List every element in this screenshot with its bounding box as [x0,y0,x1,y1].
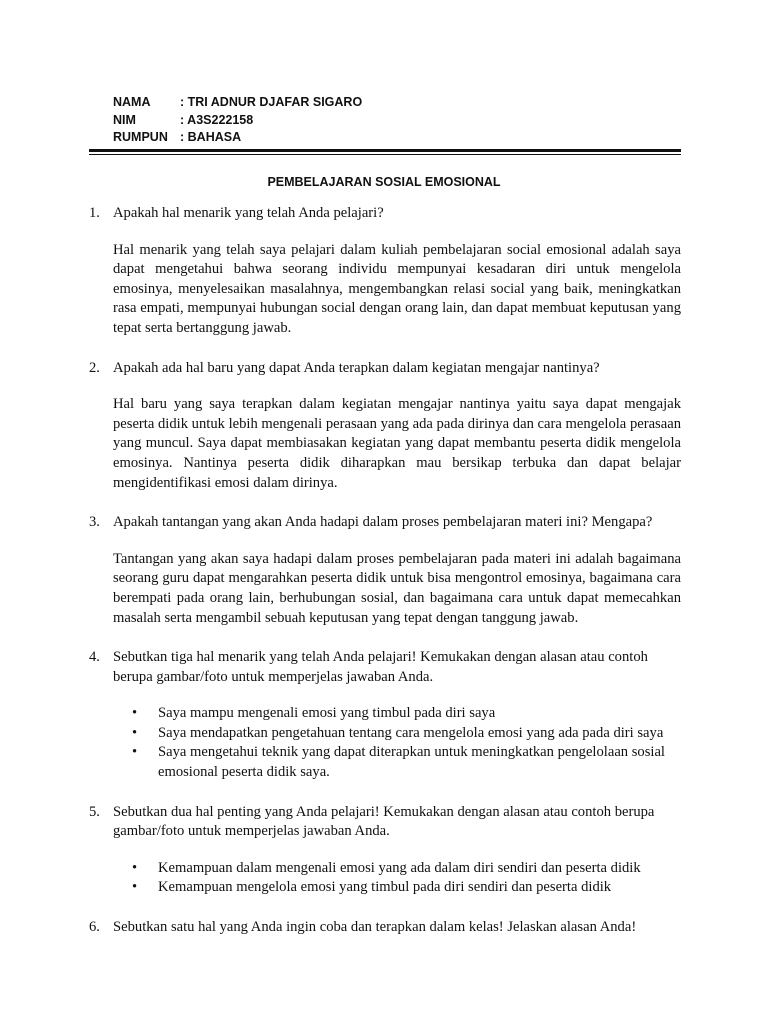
bullet-icon: • [132,879,138,896]
list-item-text: Saya mendapatkan pengetahuan tentang cara mengelola emosi yang ada pada diri saya [158,724,664,741]
question-5 [89,803,681,842]
document-body [89,204,681,955]
question-number: 1. [89,205,100,221]
question-number: 6. [89,919,100,936]
list-item [132,878,681,898]
question-text: Apakah ada hal baru yang dapat Anda terapkan dalam kegiatan mengajar nantinya? [113,359,600,376]
list-item-text: Saya mengetahui teknik yang dapat diterapkan untuk meningkatkan pengelolaan sosial emosional peserta didik saya. [158,744,665,781]
bullet-icon: • [132,744,138,761]
rumpun-value: : BAHASA [180,130,242,144]
nama-value: : TRI ADNUR DJAFAR SIGARO [180,95,363,109]
header-divider-thin [89,154,681,155]
list-item [132,704,681,724]
bullet-icon: • [132,705,138,722]
question-text: Sebutkan satu hal yang Anda ingin coba dan terapkan dalam kelas! Jelaskan alasan Anda! [113,919,637,936]
nim-label: NIM [113,112,136,127]
question-1 [89,204,681,224]
question-number: 2. [89,359,100,376]
question-4 [89,648,681,687]
header-divider-thick [89,149,681,152]
question-text: Sebutkan dua hal penting yang Anda pelajari! Kemukakan dengan alasan atau contoh berupa gambar/foto untuk memperjelas jawaban Anda. [113,803,655,840]
question-number: 4. [89,649,100,666]
answer-5-list [89,859,681,898]
answer-4-list [89,704,681,782]
list-item [132,859,681,879]
question-number: 3. [89,514,100,531]
nama-row [113,94,362,112]
list-item-text: Kemampuan dalam mengenali emosi yang ada dalam diri sendiri dan peserta didik [158,859,641,876]
question-text: Sebutkan tiga hal menarik yang telah Anda pelajari! Kemukakan dengan alasan atau contoh berupa gambar/foto untuk memperjelas jawaban Anda. [113,649,648,685]
question-6 [89,918,681,938]
answer-2: Hal baru yang saya terapkan dalam kegiatan mengajar nantinya yaitu saya dapat mengajak peserta didik untuk lebih mengenali perasaan yang ada pada dirinya dan cara mengelola perasaan yang muncul. Saya dapat membiasakan kegiatan yang dapat membantu peserta didik mengelola emosinya. Nantinya peserta didik diharapkan mau bersikap terbuka dan dapat belajar mengidentifikasi emosi dalam dirinya. [113,396,681,491]
list-item [132,724,681,744]
question-2 [89,359,681,379]
student-info-header [113,94,362,147]
question-text: Apakah tantangan yang akan Anda hadapi dalam proses pembelajaran materi ini? Mengapa? [113,514,653,531]
answer-3: Tantangan yang akan saya hadapi dalam proses pembelajaran pada materi ini adalah bagaimana seorang guru dapat mengarahkan peserta didik untuk bisa mengontrol emosinya, bagaimana cara berempati pada orang lain, berhubungan sosial, dan bagaimana cara untuk dapat memecahkan masalah serta mengambil sebuah keputusan yang tepat dengan tanggung jawab. [113,550,681,626]
list-item-text: Kemampuan mengelola emosi yang timbul pada diri sendiri dan peserta didik [158,879,612,896]
question-3 [89,513,681,533]
nama-label: NAMA [113,95,151,109]
list-item [132,743,681,782]
list-item-text: Saya mampu mengenali emosi yang timbul pada diri saya [158,705,496,722]
question-text: Apakah hal menarik yang telah Anda pelajari? [113,205,384,221]
question-number: 5. [89,803,100,820]
bullet-icon: • [132,859,138,876]
rumpun-row [113,129,362,147]
nim-value: : A3S222158 [180,112,254,127]
answer-1: Hal menarik yang telah saya pelajari dalam kuliah pembelajaran social emosional adalah saya dapat mengetahui bahwa seorang individu mempunyai kesadaran diri untuk mengelola emosinya, menyelesaikan masalahnya, mengembangkan relasi social yang baik, meningkatkan rasa empati, mempunyai hubungan social dengan orang lain, dan dapat membuat keputusan yang tepat serta bertanggung jawab. [113,241,681,336]
bullet-icon: • [132,724,138,741]
nim-row [113,112,362,130]
rumpun-label: RUMPUN [113,130,168,144]
document-title: PEMBELAJARAN SOSIAL EMOSIONAL [267,175,501,189]
